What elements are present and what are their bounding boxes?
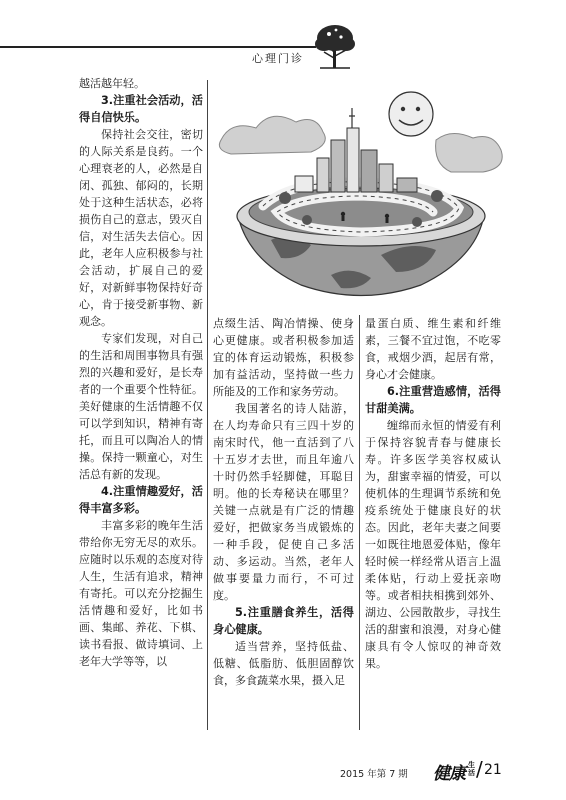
text-column-2 [213, 315, 354, 689]
column-divider [207, 80, 208, 730]
section-heading-3: 3.注重社会活动，活得自信快乐。 [79, 94, 203, 124]
tree-icon [312, 22, 358, 70]
text-column-3 [365, 315, 501, 672]
section-title: 心理门诊 [252, 52, 304, 65]
column-divider [359, 315, 360, 730]
paragraph: 保持社会交往，密切的人际关系是良药。一个心理衰老的人，必然是自闭、孤独、郁闷的，长期处于这种生活状态，必将损伤自己的意志，毁灭自信，对生活失去信心。因此，老年人应积极参与社会活动，扩展自己的爱好，对新鲜事物保持好奇心，肯于接受新事物、新观念。 [79, 128, 203, 328]
paragraph: 专家们发现，对自己的生活和周围事物具有强烈的兴趣和爱好，是长寿者的一个重要个性特征。美好健康的生活情趣不仅可以学到知识，精神有寄托，而且可以陶冶人的情操。保持一颗童心，对生活总有新的发现。 [79, 332, 203, 481]
header-rule [0, 46, 316, 48]
text-column-1 [79, 75, 203, 670]
page-footer [340, 758, 540, 788]
magazine-logo: 健康 [433, 764, 465, 784]
footer-slash: / [476, 757, 483, 781]
floating-city-illustration [211, 80, 511, 306]
paragraph: 缠绵而永恒的情爱有利于保持容貌青春与健康长寿。许多医学美容权威认为，甜蜜幸福的情爱，可以使机体的生理调节系统和免疫系统处于健康良好的状态。因此，老年夫妻之间要一如既往地恩爱体贴，像年轻时候一样经常从语言上温柔体贴，行动上爱抚亲吻等。或者相扶相携到郊外、湖边、公园散散步，寻找生活的甜蜜和浪漫，对身心健康具有令人惊叹的神奇效果。 [365, 419, 501, 670]
paragraph: 丰富多彩的晚年生活带给你无穷无尽的欢乐。应随时以乐观的态度对待人生，生活有追求，精神有寄托。可以充分挖掘生活情趣和爱好，比如书画、集邮、养花、下棋、读书看报、做诗填词、上老年大学等等，以 [79, 519, 203, 668]
issue-date: 2015 年第 7 期 [340, 769, 408, 780]
page-number: 21 [484, 762, 502, 778]
section-heading-6: 6.注重营造感情，活得甘甜美满。 [365, 385, 501, 415]
paragraph: 适当营养，坚持低盐、低糖、低脂肪、低胆固醇饮食，多食蔬菜水果，摄入足 [213, 640, 354, 687]
paragraph: 点缀生活、陶冶情操、使身心更健康。或者积极参加适宜的体育运动锻炼，积极参加有益活动，坚持做一些力所能及的工作和家务劳动。 [213, 317, 354, 398]
paragraph: 我国著名的诗人陆游，在人均寿命只有三四十岁的南宋时代，他一直活到了八十五岁才去世，而且年逾八十时仍然手轻脚健，耳聪目明。他的长寿秘诀在哪里？关键一点就是有广泛的情趣爱好，把做家务当成锻炼的一种手段，促使自己多活动、多运动。当然，老年人做事要量力而行，不可过度。 [213, 402, 354, 602]
section-heading-4: 4.注重情趣爱好，活得丰富多彩。 [79, 485, 203, 515]
paragraph: 量蛋白质、维生素和纤维素，三餐不宜过饱，不吃零食，戒烟少酒，起居有常，身心才会健康。 [365, 317, 501, 381]
paragraph: 越活越年轻。 [79, 77, 145, 90]
magazine-logo-small: 生活 [468, 761, 475, 777]
section-heading-5: 5.注重膳食养生，活得身心健康。 [213, 606, 354, 636]
